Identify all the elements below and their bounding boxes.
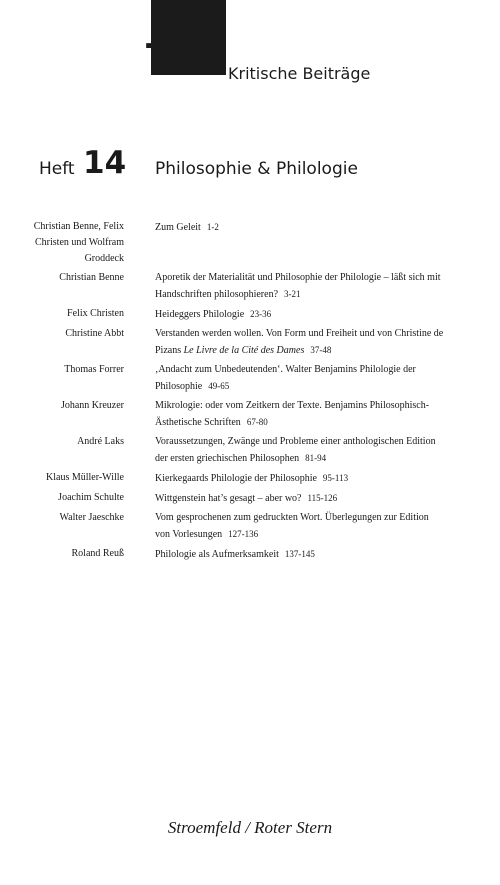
issue-title: Philosophie & Philologie	[155, 159, 358, 179]
toc-pages: 127-136	[228, 529, 259, 539]
toc-title-text: Zum Geleit	[155, 222, 201, 233]
toc-entry	[0, 546, 500, 563]
toc-author: Johann Kreuzer	[60, 400, 124, 411]
logo-text: Text	[146, 37, 222, 77]
toc-entry	[0, 490, 500, 507]
toc-title	[155, 326, 445, 359]
toc-title-text: Voraussetzungen, Zwänge und Probleme einer anthologischen Edition der ersten griechischen Philosophen	[155, 436, 436, 464]
toc-title-text: Heideggers Philologie	[155, 309, 245, 320]
toc-pages: 37-48	[310, 345, 332, 355]
toc-author: André Laks	[77, 436, 124, 447]
toc-pages: 95-113	[322, 473, 349, 483]
toc-entry	[0, 219, 500, 267]
toc-title	[155, 490, 445, 507]
issue-number: 14	[83, 145, 127, 181]
toc-title-italic: Le Livre de la Cité des Dames	[183, 345, 305, 356]
toc-title	[155, 398, 445, 431]
toc-author: Christian Benne, Felix Christen und Wolfram Groddeck	[33, 221, 124, 264]
toc-entry	[0, 362, 500, 395]
toc-title-text: Philologie als Aufmerksamkeit	[155, 549, 279, 560]
toc-pages: 3-21	[284, 289, 301, 299]
toc-pages: 81-94	[305, 453, 327, 463]
toc-entry	[0, 326, 500, 359]
logo-subtitle: Kritische Beiträge	[228, 64, 371, 83]
toc-title	[155, 362, 445, 395]
toc-pages: 1-2	[206, 222, 219, 232]
toc-pages: 137-145	[284, 549, 315, 559]
toc-title-text: Verstanden werden wollen. Von Form und Freiheit und von Christine de Pizans	[155, 328, 444, 356]
toc-title-text: Kierkegaards Philologie der Philosophie	[155, 473, 317, 484]
toc-author: Thomas Forrer	[64, 364, 124, 375]
toc-title-text: Wittgenstein hat’s gesagt – aber wo?	[155, 493, 302, 504]
toc-title-text: ‚Andacht zum Unbedeutenden‘. Walter Benjamins Philologie der Philosophie	[155, 364, 416, 392]
toc-entry	[0, 434, 500, 467]
publisher-name: Stroemfeld / Roter Stern	[167, 818, 333, 837]
issue-label: Heft	[39, 159, 75, 179]
toc-title	[155, 270, 445, 303]
toc-entry	[0, 510, 500, 543]
toc-author: Christine Abbt	[65, 328, 124, 339]
toc-author: Christian Benne	[59, 272, 124, 283]
toc-title	[155, 434, 445, 467]
toc-pages: 67-80	[246, 417, 268, 427]
toc-title-text: Vom gesprochenen zum gedruckten Wort. Überlegungen zur Edition von Vorlesungen	[155, 512, 429, 540]
toc-title	[155, 510, 445, 543]
toc-title	[155, 306, 445, 323]
toc-entry	[0, 270, 500, 303]
toc-title	[155, 219, 445, 236]
toc-title	[155, 470, 445, 487]
toc-author: Joachim Schulte	[58, 492, 124, 503]
toc-title-text: Mikrologie: oder vom Zeitkern der Texte. Benjamins Philosophisch-Ästhetische Schriften	[155, 400, 430, 428]
toc-author: Klaus Müller-Wille	[46, 472, 124, 483]
toc-pages: 115-126	[307, 493, 338, 503]
toc-author: Walter Jaeschke	[59, 512, 124, 523]
toc-title-text: Aporetik der Materialität und Philosophie der Philologie – läßt sich mit Handschriften philosophieren?	[155, 272, 441, 300]
toc-entry	[0, 306, 500, 323]
toc-entry	[0, 398, 500, 431]
table-of-contents	[0, 219, 500, 566]
toc-author: Roland Reuß	[71, 548, 124, 559]
toc-pages: 23-36	[250, 309, 272, 319]
toc-author: Felix Christen	[67, 308, 124, 319]
toc-entry	[0, 470, 500, 487]
toc-title	[155, 546, 445, 563]
toc-pages: 49-65	[208, 381, 230, 391]
